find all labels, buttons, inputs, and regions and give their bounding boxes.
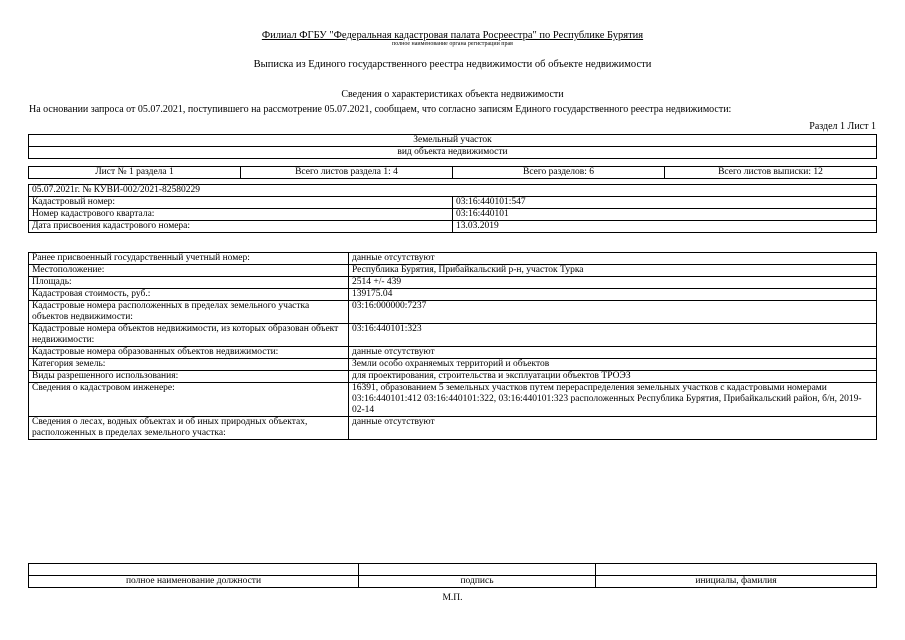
detail-label: Площадь: (29, 277, 349, 289)
position-caption: полное наименование должности (29, 576, 359, 588)
table-row (29, 324, 877, 347)
detail-label: Сведения о лесах, водных объектах и об иных природных объектах, расположенных в пределах земельного участка: (29, 417, 349, 440)
document-reference: 05.07.2021г. № КУВИ-002/2021-82580229 (29, 185, 877, 197)
table-row (29, 209, 877, 221)
detail-label: Кадастровые номера объектов недвижимости, из которых образован объект недвижимости: (29, 324, 349, 347)
table-row (29, 277, 877, 289)
request-basis-text: На основании запроса от 05.07.2021, поступившего на рассмотрение 05.07.2021, сообщаем, что согласно записям Единого государственного реестра недвижимости: (29, 104, 732, 115)
assignment-date-label: Дата присвоения кадастрового номера: (29, 221, 453, 233)
detail-value: 03:16:440101:323 (349, 324, 877, 347)
detail-value: Республика Бурятия, Прибайкальский р-н, участок Турка (349, 265, 877, 277)
details-table (28, 252, 877, 440)
detail-value: 16391, образованием 5 земельных участков путем перераспределения земельных участков с кадастровыми номерами 03:16:440101:412 03:16:440101:322, 03:16:440101:323 расположенных Республика Бурятия, Прибайкальский район, б/н, 2019-02-14 (349, 383, 877, 417)
name-blank (596, 564, 877, 576)
table-row (29, 301, 877, 324)
detail-label: Местоположение: (29, 265, 349, 277)
table-row (29, 359, 877, 371)
sheet-info-table (28, 166, 877, 179)
object-type-table (28, 134, 877, 159)
assignment-date-value: 13.03.2019 (453, 221, 877, 233)
table-row (29, 347, 877, 359)
detail-label: Кадастровая стоимость, руб.: (29, 289, 349, 301)
cadastral-number-label: Кадастровый номер: (29, 197, 453, 209)
identification-table (28, 184, 877, 233)
table-row (29, 197, 877, 209)
document-subtitle: Сведения о характеристиках объекта недвижимости (341, 89, 564, 100)
document-title: Выписка из Единого государственного реестра недвижимости об объекте недвижимости (253, 59, 652, 70)
position-blank (29, 564, 359, 576)
object-type: Земельный участок (29, 135, 877, 147)
detail-label: Виды разрешенного использования: (29, 371, 349, 383)
table-row (29, 253, 877, 265)
sheet-number: Лист № 1 раздела 1 (29, 167, 241, 179)
name-caption: инициалы, фамилия (596, 576, 877, 588)
section-sheet-label: Раздел 1 Лист 1 (809, 121, 876, 132)
detail-label: Ранее присвоенный государственный учетный номер: (29, 253, 349, 265)
detail-value: 2514 +/- 439 (349, 277, 877, 289)
detail-value: данные отсутствуют (349, 417, 877, 440)
table-row (29, 221, 877, 233)
detail-label: Кадастровые номера образованных объектов недвижимости: (29, 347, 349, 359)
detail-value: 139175.04 (349, 289, 877, 301)
detail-label: Сведения о кадастровом инженере: (29, 383, 349, 417)
detail-value: 03:16:000000:7237 (349, 301, 877, 324)
quarter-number-value: 03:16:440101 (453, 209, 877, 221)
detail-value: Земли особо охраняемых территорий и объектов (349, 359, 877, 371)
table-row (29, 371, 877, 383)
detail-value: данные отсутствуют (349, 347, 877, 359)
detail-label: Категория земель: (29, 359, 349, 371)
sheets-in-section: Всего листов раздела 1: 4 (241, 167, 453, 179)
detail-label: Кадастровые номера расположенных в пределах земельного участка объектов недвижимости: (29, 301, 349, 324)
table-row (29, 417, 877, 440)
table-row (29, 383, 877, 417)
stamp-place-label: М.П. (442, 593, 463, 603)
sections-total: Всего разделов: 6 (453, 167, 665, 179)
signature-table (28, 563, 877, 588)
sheets-total: Всего листов выписки: 12 (665, 167, 877, 179)
signature-caption: подпись (359, 576, 596, 588)
table-row (29, 265, 877, 277)
object-type-caption: вид объекта недвижимости (29, 147, 877, 159)
signature-blank (359, 564, 596, 576)
detail-value: данные отсутствуют (349, 253, 877, 265)
cadastral-number-value: 03:16:440101:547 (453, 197, 877, 209)
organization-name: Филиал ФГБУ "Федеральная кадастровая палата Росреестра" по Республике Бурятия (261, 30, 644, 41)
detail-value: для проектирования, строительства и эксплуатации объектов ТРОЭЗ (349, 371, 877, 383)
quarter-number-label: Номер кадастрового квартала: (29, 209, 453, 221)
table-row (29, 289, 877, 301)
organization-caption: полное наименование органа регистрации прав (391, 41, 514, 47)
